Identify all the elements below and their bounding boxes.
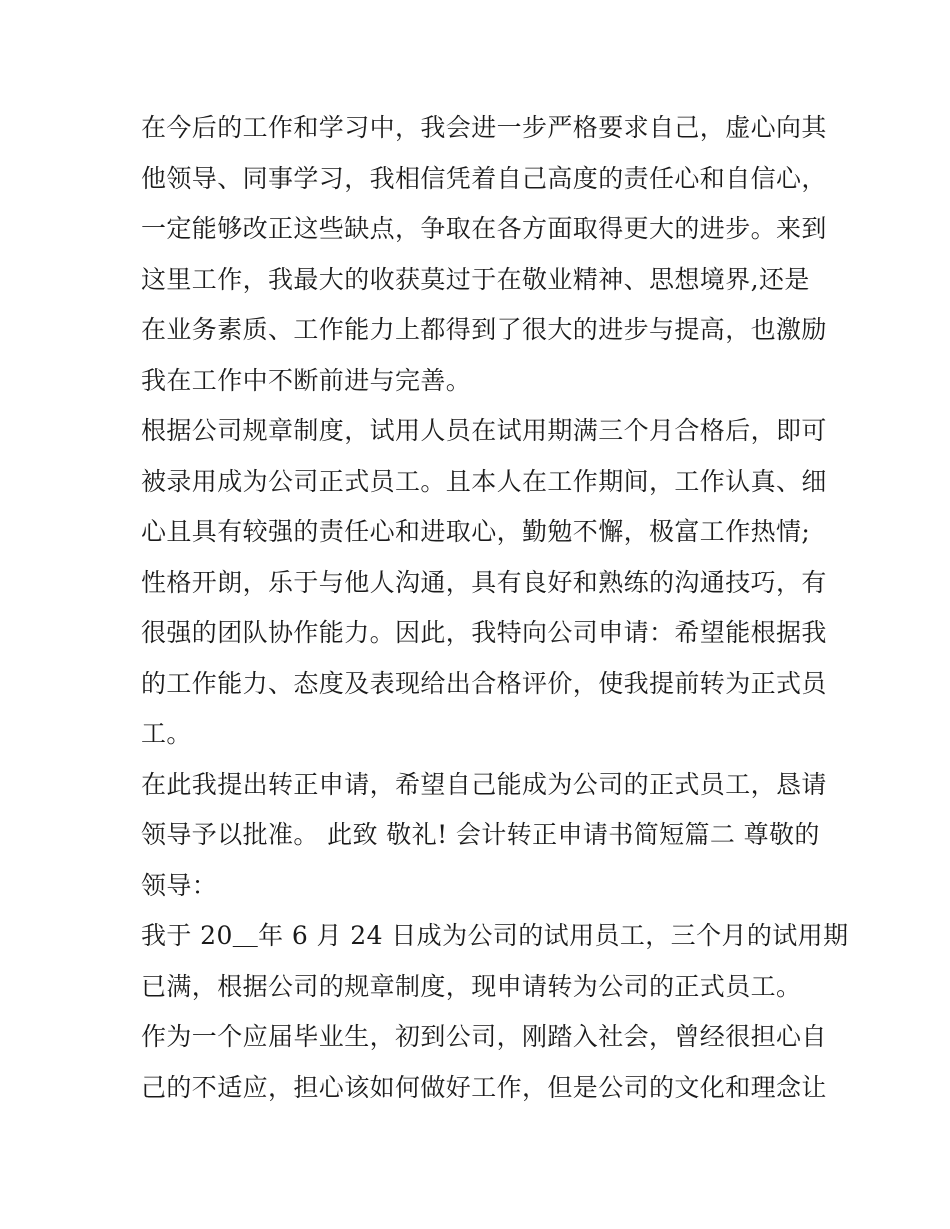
text-line: 领导： <box>141 870 218 900</box>
text-line: 己的不适应，担心该如何做好工作，但是公司的文化和理念让 <box>141 1072 827 1102</box>
text-line: 一定能够改正这些缺点，争取在各方面取得更大的进步。来到 <box>141 214 827 243</box>
text-line: 我在工作中不断前进与完善。 <box>141 365 472 395</box>
text-line: 作为一个应届毕业生，初到公司，刚踏入社会，曾经很担心自 <box>141 1022 827 1051</box>
text-line: 在业务素质、工作能力上都得到了很大的进步与提高，也激励 <box>141 315 827 344</box>
text-line: 性格开朗，乐于与他人沟通，具有良好和熟练的沟通技巧，有 <box>141 567 827 597</box>
paragraph-3 <box>141 760 827 912</box>
paragraph-5 <box>141 1012 827 1113</box>
paragraph-2 <box>141 406 827 760</box>
text-line: 工。 <box>141 719 192 748</box>
text-line: 他领导、同事学习，我相信凭着自己高度的责任心和自信心， <box>141 163 827 193</box>
paragraph-1 <box>141 103 827 406</box>
text-line: 这里工作，我最大的收获莫过于在敬业精神、思想境界,还是 <box>141 264 810 294</box>
text-line: 已满，根据公司的规章制度，现申请转为公司的正式员工。 <box>141 971 802 1001</box>
text-line: 的工作能力、态度及表现给出合格评价，使我提前转为正式员 <box>141 668 827 698</box>
paragraph-4 <box>141 911 849 1012</box>
text-line: 被录用成为公司正式员工。且本人在工作期间，工作认真、细 <box>141 466 827 496</box>
text-line: 心且具有较强的责任心和进取心，勤勉不懈，极富工作热情; <box>141 517 811 546</box>
text-line: 领导予以批准。 此致 敬礼! 会计转正申请书简短篇二 尊敬的 <box>141 820 820 849</box>
text-line: 在此我提出转正申请，希望自己能成为公司的正式员工，恳请 <box>141 769 827 799</box>
text-line: 根据公司规章制度，试用人员在试用期满三个月合格后，即可 <box>141 416 827 445</box>
text-line: 很强的团队协作能力。因此，我特向公司申请：希望能根据我 <box>141 618 827 647</box>
document-body <box>141 103 849 1113</box>
text-line: 我于 20＿年 6 月 24 日成为公司的试用员工，三个月的试用期 <box>141 921 849 950</box>
text-line: 在今后的工作和学习中，我会进一步严格要求自己，虚心向其 <box>141 113 827 142</box>
